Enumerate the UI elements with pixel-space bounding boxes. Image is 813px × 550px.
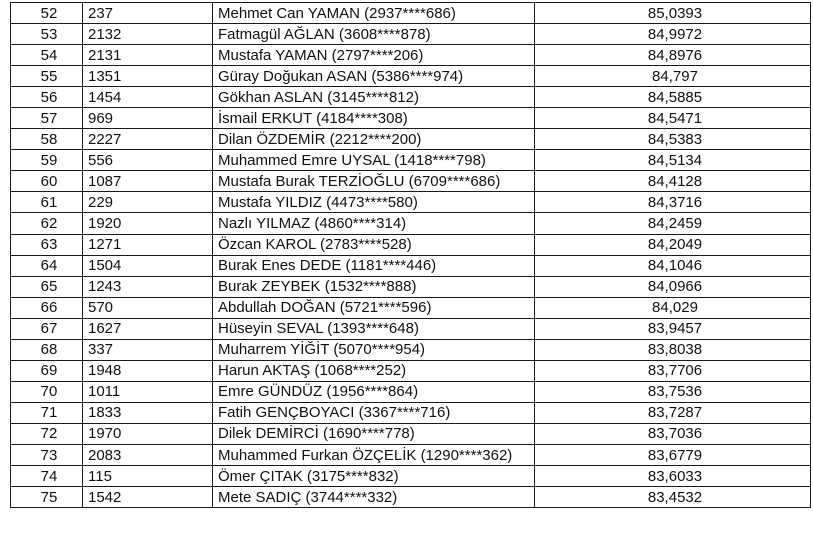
table-row — [11, 487, 811, 508]
table-row — [11, 381, 811, 402]
score-cell: 84,5134 — [535, 150, 811, 171]
results-table — [10, 2, 811, 508]
candidate-name-cell: İsmail ERKUT (4184****308) — [213, 108, 535, 129]
table-row — [11, 150, 811, 171]
rank-cell: 57 — [11, 108, 83, 129]
rank-cell: 71 — [11, 402, 83, 423]
score-cell: 84,3716 — [535, 192, 811, 213]
application-number-cell: 2227 — [83, 129, 213, 150]
application-number-cell: 337 — [83, 339, 213, 360]
score-cell: 84,0966 — [535, 276, 811, 297]
candidate-name-cell: Güray Doğukan ASAN (5386****974) — [213, 66, 535, 87]
score-cell: 83,9457 — [535, 318, 811, 339]
rank-cell: 67 — [11, 318, 83, 339]
application-number-cell: 1948 — [83, 360, 213, 381]
score-cell: 83,7706 — [535, 360, 811, 381]
candidate-name-cell: Fatmagül AĞLAN (3608****878) — [213, 24, 535, 45]
table-row — [11, 192, 811, 213]
rank-cell: 53 — [11, 24, 83, 45]
application-number-cell: 570 — [83, 297, 213, 318]
application-number-cell: 229 — [83, 192, 213, 213]
table-row — [11, 171, 811, 192]
score-cell: 83,6779 — [535, 444, 811, 465]
application-number-cell: 1504 — [83, 255, 213, 276]
candidate-name-cell: Muharrem YİĞİT (5070****954) — [213, 339, 535, 360]
candidate-name-cell: Abdullah DOĞAN (5721****596) — [213, 297, 535, 318]
application-number-cell: 1833 — [83, 402, 213, 423]
table-row — [11, 129, 811, 150]
rank-cell: 59 — [11, 150, 83, 171]
rank-cell: 58 — [11, 129, 83, 150]
application-number-cell: 1087 — [83, 171, 213, 192]
score-cell: 85,0393 — [535, 3, 811, 24]
application-number-cell: 1454 — [83, 87, 213, 108]
table-row — [11, 87, 811, 108]
application-number-cell: 1920 — [83, 213, 213, 234]
table-row — [11, 423, 811, 444]
candidate-name-cell: Özcan KAROL (2783****528) — [213, 234, 535, 255]
rank-cell: 70 — [11, 381, 83, 402]
score-cell: 83,6033 — [535, 466, 811, 487]
application-number-cell: 969 — [83, 108, 213, 129]
rank-cell: 73 — [11, 444, 83, 465]
rank-cell: 60 — [11, 171, 83, 192]
score-cell: 84,5471 — [535, 108, 811, 129]
table-row — [11, 276, 811, 297]
candidate-name-cell: Gökhan ASLAN (3145****812) — [213, 87, 535, 108]
rank-cell: 75 — [11, 487, 83, 508]
candidate-name-cell: Mete SADIÇ (3744****332) — [213, 487, 535, 508]
candidate-name-cell: Mustafa YAMAN (2797****206) — [213, 45, 535, 66]
score-cell: 83,7287 — [535, 402, 811, 423]
rank-cell: 69 — [11, 360, 83, 381]
candidate-name-cell: Mustafa Burak TERZİOĞLU (6709****686) — [213, 171, 535, 192]
rank-cell: 61 — [11, 192, 83, 213]
candidate-name-cell: Burak ZEYBEK (1532****888) — [213, 276, 535, 297]
candidate-name-cell: Dilek DEMİRCİ (1690****778) — [213, 423, 535, 444]
results-table-body — [11, 3, 811, 508]
candidate-name-cell: Mustafa YILDIZ (4473****580) — [213, 192, 535, 213]
rank-cell: 62 — [11, 213, 83, 234]
application-number-cell: 2083 — [83, 444, 213, 465]
score-cell: 84,5885 — [535, 87, 811, 108]
table-row — [11, 45, 811, 66]
application-number-cell: 115 — [83, 466, 213, 487]
candidate-name-cell: Dilan ÖZDEMİR (2212****200) — [213, 129, 535, 150]
rank-cell: 66 — [11, 297, 83, 318]
table-row — [11, 297, 811, 318]
candidate-name-cell: Ömer ÇITAK (3175****832) — [213, 466, 535, 487]
rank-cell: 72 — [11, 423, 83, 444]
application-number-cell: 2132 — [83, 24, 213, 45]
candidate-name-cell: Fatih GENÇBOYACI (3367****716) — [213, 402, 535, 423]
score-cell: 84,2459 — [535, 213, 811, 234]
score-cell: 84,2049 — [535, 234, 811, 255]
candidate-name-cell: Muhammed Emre UYSAL (1418****798) — [213, 150, 535, 171]
rank-cell: 65 — [11, 276, 83, 297]
table-row — [11, 66, 811, 87]
table-row — [11, 360, 811, 381]
score-cell: 83,7036 — [535, 423, 811, 444]
rank-cell: 55 — [11, 66, 83, 87]
rank-cell: 74 — [11, 466, 83, 487]
application-number-cell: 2131 — [83, 45, 213, 66]
candidate-name-cell: Emre GÜNDÜZ (1956****864) — [213, 381, 535, 402]
score-cell: 84,797 — [535, 66, 811, 87]
score-cell: 84,9972 — [535, 24, 811, 45]
application-number-cell: 1627 — [83, 318, 213, 339]
score-cell: 83,8038 — [535, 339, 811, 360]
rank-cell: 68 — [11, 339, 83, 360]
score-cell: 84,1046 — [535, 255, 811, 276]
rank-cell: 64 — [11, 255, 83, 276]
application-number-cell: 1243 — [83, 276, 213, 297]
table-row — [11, 466, 811, 487]
rank-cell: 56 — [11, 87, 83, 108]
candidate-name-cell: Burak Enes DEDE (1181****446) — [213, 255, 535, 276]
score-cell: 83,4532 — [535, 487, 811, 508]
application-number-cell: 556 — [83, 150, 213, 171]
application-number-cell: 1351 — [83, 66, 213, 87]
application-number-cell: 1970 — [83, 423, 213, 444]
table-row — [11, 3, 811, 24]
table-row — [11, 24, 811, 45]
table-row — [11, 339, 811, 360]
rank-cell: 52 — [11, 3, 83, 24]
table-row — [11, 318, 811, 339]
candidate-name-cell: Muhammed Furkan ÖZÇELİK (1290****362) — [213, 444, 535, 465]
application-number-cell: 1542 — [83, 487, 213, 508]
candidate-name-cell: Mehmet Can YAMAN (2937****686) — [213, 3, 535, 24]
table-row — [11, 213, 811, 234]
table-row — [11, 255, 811, 276]
score-cell: 84,8976 — [535, 45, 811, 66]
table-row — [11, 108, 811, 129]
score-cell: 84,5383 — [535, 129, 811, 150]
table-row — [11, 444, 811, 465]
table-row — [11, 234, 811, 255]
score-cell: 84,029 — [535, 297, 811, 318]
rank-cell: 54 — [11, 45, 83, 66]
candidate-name-cell: Nazlı YILMAZ (4860****314) — [213, 213, 535, 234]
application-number-cell: 237 — [83, 3, 213, 24]
candidate-name-cell: Hüseyin SEVAL (1393****648) — [213, 318, 535, 339]
score-cell: 84,4128 — [535, 171, 811, 192]
application-number-cell: 1011 — [83, 381, 213, 402]
candidate-name-cell: Harun AKTAŞ (1068****252) — [213, 360, 535, 381]
rank-cell: 63 — [11, 234, 83, 255]
application-number-cell: 1271 — [83, 234, 213, 255]
score-cell: 83,7536 — [535, 381, 811, 402]
table-row — [11, 402, 811, 423]
